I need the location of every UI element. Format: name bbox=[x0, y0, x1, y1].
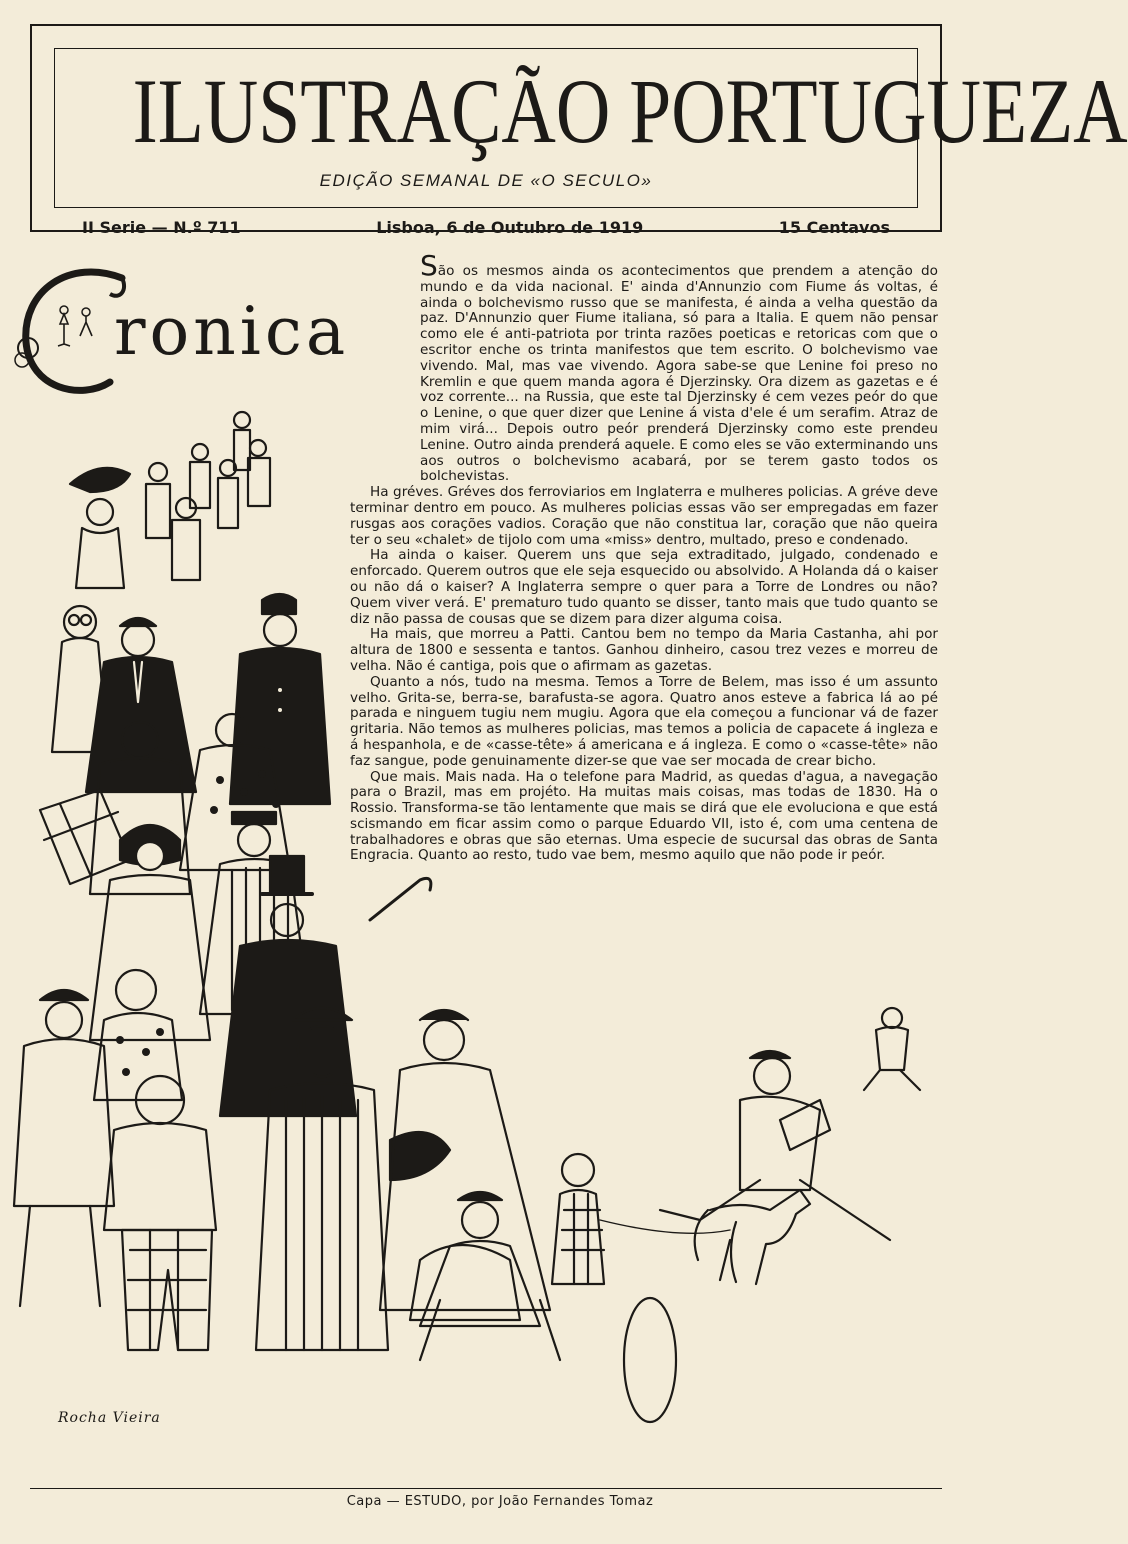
article-paragraph: Ha gréves. Gréves dos ferroviarios em Inglaterra e mulheres policias. A gréve deve terminar dentro em pouco. As mulheres policias essas vão ser empregadas em fazer rusgas aos corações vadios. Coração que não constitua lar, coração que não queira ter o seu «chalet» de tijolo com uma «miss» dentro, multado, preso e condenado. bbox=[350, 484, 938, 548]
illustrator-signature: Rocha Vieira bbox=[58, 1410, 161, 1426]
section-title-text: ronica bbox=[114, 293, 350, 370]
issue-date: Lisboa, 6 de Outubro de 1919 bbox=[376, 218, 644, 237]
masthead bbox=[30, 24, 1128, 237]
article-paragraph: Que mais. Mais nada. Ha o telefone para Madrid, as quedas d'agua, a navegação para o Brazil, mas em projéto. Ha muitas mais coisas, mas todas de 1830. Ha o Rossio. Transforma-se tão lentamente que mais se dirá que ele evoluciona e que está scismando em ficar assim como o parque Eduardo VII, isto é, com uma centena de trabalhadores e obras que são eternas. Uma especie de sucursal das obras de Santa Engracia. Quanto ao resto, tudo vae bem, mesmo aquilo que não pode ir peór. bbox=[350, 768, 938, 864]
section-title-cronica bbox=[10, 250, 370, 410]
issue-series: II Serie — N.º 711 bbox=[82, 218, 241, 237]
issue-line bbox=[82, 218, 890, 237]
article-paragraph: Ha mais, que morreu a Patti. Cantou bem no tempo da Maria Castanha, ahi por altura de 1800 e sessenta e tantos. Ganhou dinheiro, casou trez vezes e morreu de velha. Não é cantiga, pois que o afirmam as gazetas. bbox=[350, 626, 938, 674]
figure-shawl-woman bbox=[90, 825, 210, 1040]
figure-distant-group bbox=[146, 412, 270, 580]
figure-left-man bbox=[14, 990, 114, 1306]
cover-caption: Capa — ESTUDO, por João Fernandes Tomaz bbox=[346, 1494, 654, 1509]
masthead-title-box bbox=[54, 48, 1128, 208]
figure-runner-far bbox=[864, 1008, 920, 1090]
crowd-illustration bbox=[0, 400, 1000, 1480]
publication-title: ILUSTRAÇÃO PORTUGUEZA bbox=[132, 60, 1128, 162]
article-paragraph: Quanto a nós, tudo na mesma. Temos a Torre de Belem, mas isso é um assunto velho. Grita-se, berra-se, barafusta-se agora. Quatro anos esteve a fabrica lá ao pé parada e ninguem tugiu nem mugiu. Agora que ela começou a funcionar vá de fazer gritaria. Não temos as mulheres policias, mas temos a policia de capacete á ingleza e á hespanhola, e de «casse-tête» á americana e á ingleza. E como o «casse-tête» não faz sangue, pode genuinamente dizer-se que vae ser mocada de crear bicho. bbox=[350, 673, 938, 769]
hoop bbox=[624, 1298, 676, 1422]
figure-checked-man bbox=[104, 1076, 216, 1350]
figure-girl-rope bbox=[420, 1192, 560, 1360]
issue-price: 15 Centavos bbox=[778, 218, 890, 237]
article-paragraph: São os mesmos ainda os acontecimentos que prendem a atenção do mundo e da vida nacional. E' ainda d'Annunzio com Fiume ás voltas, é ainda o bolchevismo russo que se manifesta, é ainda a velha questão da paz. D'Annunzio quer Fiume italiana, só para a Italia. E quem não pensar como ele é anti-patriota por trinta razões poeticas e retoricas com que o escritor enche os trinta manifestos que tem escrito. O bolchevismo vae vivendo. Mal, mas vae vivendo. Agora sabe-se que Lenine foi preso no Kremlin e que quem manda agora é Djerzinsky. Ora dizem as gazetas e é voz corrente... na Russia, que este tal Djerzinsky é cem vezes peór do que o Lenine, o que quer dizer que Lenine á vista d'ele é um serafim. Atraz de mim virá... Depois outro peór prenderá Djerzinsky como este prendeu Lenine. Outro ainda prenderá aquele. E como eles se vão exterminando uns aos outros o bolchevismo acabará, por se terem gasto todos os bolchevistas. bbox=[420, 249, 938, 485]
figure-woman-hat bbox=[70, 468, 130, 588]
figure-boy-dog bbox=[552, 1154, 810, 1284]
figure-policeman bbox=[230, 594, 330, 804]
article-paragraph: Ha ainda o kaiser. Querem uns que seja extraditado, julgado, condenado e enforcado. Querem outros que ele seja esquecido ou absolvido. A Holanda dá o kaiser ou não dá o kaiser? A Inglaterra sempre o quer para a Torre de Londres ou não? Quem viver verá. E' prematuro tudo quanto se disser, tanto mais que tudo quanto se diz não passa de cousas que se dizem para dizer alguma coisa. bbox=[350, 547, 938, 627]
footer-rule bbox=[30, 1488, 942, 1489]
figure-newspaper-boy bbox=[660, 1051, 890, 1240]
figure-tophat-man bbox=[220, 856, 356, 1116]
publication-subtitle: EDIÇÃO SEMANAL DE «O SECULO» bbox=[319, 171, 653, 190]
